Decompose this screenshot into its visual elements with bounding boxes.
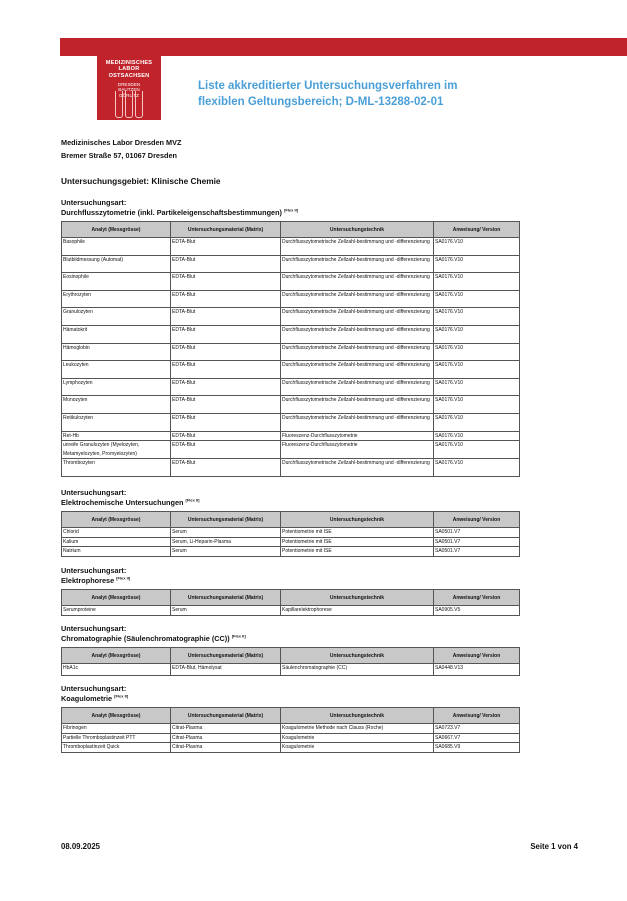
cell-technik: Durchflusszytometrische Zellzahl-bestimmung und -differenzierung bbox=[281, 343, 434, 361]
logo-city-2: BAUTZEN bbox=[118, 87, 140, 93]
cell-technik: Koagulometrie bbox=[281, 743, 434, 753]
cell-matrix: EDTA-Blut bbox=[171, 273, 281, 291]
col-matrix: Untersuchungsmaterial (Matrix) bbox=[171, 222, 281, 238]
cell-anweisung: SA0176.V10 bbox=[434, 255, 520, 273]
cell-analyt: Partielle Thromboplastinzeit PTT bbox=[62, 733, 171, 743]
table-row bbox=[62, 547, 520, 557]
col-anweisung: Anweisung/ Version bbox=[434, 590, 520, 606]
cell-anweisung: SA0723.V7 bbox=[434, 724, 520, 734]
cell-matrix: Citrat-Plasma bbox=[171, 733, 281, 743]
cell-matrix: EDTA-Blut bbox=[171, 255, 281, 273]
cell-analyt: Kalium bbox=[62, 537, 171, 547]
table-row bbox=[62, 724, 520, 734]
cell-analyt: unreife Granulozyten (Myelozyten, Metamyelozyten, Promyelozyten) bbox=[62, 441, 171, 459]
cell-matrix: Citrat-Plasma bbox=[171, 743, 281, 753]
footer-date: 08.09.2025 bbox=[61, 842, 101, 851]
col-matrix: Untersuchungsmaterial (Matrix) bbox=[171, 708, 281, 724]
cell-technik: Fluoreszenz-Durchflusszytometrie bbox=[281, 431, 434, 441]
cell-analyt: Monozyten bbox=[62, 396, 171, 414]
table-row bbox=[62, 459, 520, 477]
section-label: Untersuchungsart: bbox=[61, 198, 127, 207]
cell-anweisung: SA0501.V7 bbox=[434, 547, 520, 557]
cell-matrix: EDTA-Blut bbox=[171, 290, 281, 308]
table-row bbox=[62, 308, 520, 326]
cell-anweisung: SA0685.V9 bbox=[434, 743, 520, 753]
table-chromatographie bbox=[61, 647, 520, 676]
col-technik: Untersuchungstechnik bbox=[281, 708, 434, 724]
table-row bbox=[62, 361, 520, 379]
table-row bbox=[62, 733, 520, 743]
flex-marker: [Flex II] bbox=[231, 633, 246, 639]
cell-anweisung: SA0667.V7 bbox=[434, 733, 520, 743]
cell-matrix: Serum bbox=[171, 606, 281, 616]
cell-technik: Säulenchromatographie (CC) bbox=[281, 664, 434, 676]
cell-anweisung: SA0176.V10 bbox=[434, 361, 520, 379]
cell-anweisung: SA0176.V10 bbox=[434, 431, 520, 441]
cell-matrix: EDTA-Blut bbox=[171, 396, 281, 414]
cell-technik: Durchflusszytometrische Zellzahl-bestimmung und -differenzierung bbox=[281, 325, 434, 343]
footer-page-number: Seite 1 von 4 bbox=[530, 842, 578, 851]
section-name: Elektrophorese bbox=[61, 575, 115, 585]
cell-anweisung: SA0176.V10 bbox=[434, 343, 520, 361]
table-elektrochemie bbox=[61, 511, 520, 557]
col-technik: Untersuchungstechnik bbox=[281, 222, 434, 238]
cell-technik: Kapillarelektrophorese bbox=[281, 606, 434, 616]
section-heading-elektrophorese bbox=[61, 566, 521, 585]
table-row bbox=[62, 325, 520, 343]
table-row bbox=[62, 290, 520, 308]
cell-matrix: EDTA-Blut bbox=[171, 378, 281, 396]
test-tubes-icon bbox=[114, 88, 144, 118]
cell-analyt: Erythrozyten bbox=[62, 290, 171, 308]
cell-anweisung: SA0501.V7 bbox=[434, 528, 520, 538]
cell-anweisung: SA0176.V10 bbox=[434, 378, 520, 396]
cell-matrix: EDTA-Blut bbox=[171, 441, 281, 459]
table-koagulometrie bbox=[61, 707, 520, 753]
section-heading-durchflusszytometrie bbox=[61, 198, 521, 217]
col-anweisung: Anweisung/ Version bbox=[434, 512, 520, 528]
col-analyt: Analyt (Messgrösse) bbox=[62, 512, 171, 528]
cell-analyt: Serumproteine bbox=[62, 606, 171, 616]
cell-anweisung: SA0176.V10 bbox=[434, 396, 520, 414]
table-row bbox=[62, 255, 520, 273]
cell-anweisung: SA0176.V10 bbox=[434, 325, 520, 343]
table-row bbox=[62, 343, 520, 361]
cell-matrix: EDTA-Blut bbox=[171, 343, 281, 361]
cell-analyt: Chlorid bbox=[62, 528, 171, 538]
cell-matrix: EDTA-Blut bbox=[171, 361, 281, 379]
cell-technik: Durchflusszytometrische Zellzahl-bestimmung und -differenzierung bbox=[281, 361, 434, 379]
cell-matrix: EDTA-Blut bbox=[171, 325, 281, 343]
col-analyt: Analyt (Messgrösse) bbox=[62, 708, 171, 724]
logo-line-3: OSTSACHSEN bbox=[108, 72, 150, 79]
section-name: Durchflusszytometrie (inkl. Partikeleigenschaftsbestimmungen) bbox=[61, 207, 282, 217]
cell-technik: Durchflusszytometrische Zellzahl-bestimmung und -differenzierung bbox=[281, 238, 434, 256]
table-row bbox=[62, 664, 520, 676]
cell-anweisung: SA0176.V10 bbox=[434, 308, 520, 326]
flex-marker: [Flex II] bbox=[114, 693, 129, 699]
lab-logo bbox=[97, 38, 161, 120]
cell-anweisung: SA0176.V10 bbox=[434, 238, 520, 256]
col-anweisung: Anweisung/ Version bbox=[434, 222, 520, 238]
cell-technik: Durchflusszytometrische Zellzahl-bestimmung und -differenzierung bbox=[281, 396, 434, 414]
cell-analyt: Thrombozyten bbox=[62, 459, 171, 477]
table-row bbox=[62, 537, 520, 547]
col-analyt: Analyt (Messgrösse) bbox=[62, 222, 171, 238]
cell-matrix: Serum bbox=[171, 547, 281, 557]
table-row bbox=[62, 606, 520, 616]
cell-technik: Durchflusszytometrische Zellzahl-bestimmung und -differenzierung bbox=[281, 413, 434, 431]
col-technik: Untersuchungstechnik bbox=[281, 512, 434, 528]
table-row bbox=[62, 441, 520, 459]
untersuchungsgebiet: Untersuchungsgebiet: Klinische Chemie bbox=[61, 176, 221, 186]
cell-analyt: Eosinophile bbox=[62, 273, 171, 291]
cell-anweisung: SA0176.V10 bbox=[434, 413, 520, 431]
cell-analyt: HbA1c bbox=[62, 664, 171, 676]
logo-line-2: LABOR bbox=[118, 66, 140, 73]
section-name: Koagulometrie bbox=[61, 693, 113, 703]
cell-matrix: EDTA-Blut, Hämolysat bbox=[171, 664, 281, 676]
cell-technik: Koagulometrie Methode nach Clauss (Roche) bbox=[281, 724, 434, 734]
cell-technik: Durchflusszytometrische Zellzahl-bestimmung und -differenzierung bbox=[281, 459, 434, 477]
cell-analyt: Lymphozyten bbox=[62, 378, 171, 396]
flex-marker: [Flex II] bbox=[185, 497, 200, 503]
section-heading-elektrochemie bbox=[61, 488, 521, 507]
cell-technik: Koagulometrie bbox=[281, 733, 434, 743]
cell-analyt: Retikulozyten bbox=[62, 413, 171, 431]
section-name: Elektrochemische Untersuchungen bbox=[61, 497, 184, 507]
col-analyt: Analyt (Messgrösse) bbox=[62, 590, 171, 606]
cell-analyt: Thromboplastinzeit Quick bbox=[62, 743, 171, 753]
table-row bbox=[62, 273, 520, 291]
cell-analyt: Hämatokrit bbox=[62, 325, 171, 343]
cell-anweisung: SA0501.V7 bbox=[434, 537, 520, 547]
section-heading-chromatographie bbox=[61, 624, 521, 643]
table-row bbox=[62, 743, 520, 753]
col-technik: Untersuchungstechnik bbox=[281, 648, 434, 664]
cell-anweisung: SA0905.V5 bbox=[434, 606, 520, 616]
cell-anweisung: SA0176.V10 bbox=[434, 290, 520, 308]
cell-anweisung: SA0176.V10 bbox=[434, 459, 520, 477]
lab-name: Medizinisches Labor Dresden MVZ bbox=[61, 138, 182, 147]
logo-line-1: MEDIZINISCHES bbox=[105, 60, 153, 66]
cell-technik: Durchflusszytometrische Zellzahl-bestimmung und -differenzierung bbox=[281, 308, 434, 326]
lab-address-block bbox=[61, 137, 181, 162]
cell-analyt: Blutbildmessung (Automat) bbox=[62, 255, 171, 273]
cell-matrix: EDTA-Blut bbox=[171, 431, 281, 441]
section-heading-koagulometrie bbox=[61, 684, 521, 703]
cell-analyt: Fibrinogen bbox=[62, 724, 171, 734]
cell-analyt: Leukozyten bbox=[62, 361, 171, 379]
table-row bbox=[62, 396, 520, 414]
cell-anweisung: SA0176.V10 bbox=[434, 273, 520, 291]
cell-matrix: EDTA-Blut bbox=[171, 308, 281, 326]
cell-matrix: EDTA-Blut bbox=[171, 459, 281, 477]
table-durchflusszytometrie bbox=[61, 221, 520, 477]
cell-matrix: Serum, Li-Heparin-Plasma bbox=[171, 537, 281, 547]
section-label: Untersuchungsart: bbox=[61, 488, 127, 497]
col-analyt: Analyt (Messgrösse) bbox=[62, 648, 171, 664]
cell-technik: Potentiometrie mit ISE bbox=[281, 537, 434, 547]
cell-anweisung: SA0176.V10 bbox=[434, 441, 520, 459]
cell-analyt: Basophile bbox=[62, 238, 171, 256]
table-row bbox=[62, 431, 520, 441]
cell-analyt: Hämoglobin bbox=[62, 343, 171, 361]
table-row bbox=[62, 238, 520, 256]
cell-matrix: Citrat-Plasma bbox=[171, 724, 281, 734]
flex-marker: [Flex II] bbox=[284, 207, 299, 213]
section-name: Chromatographie (Säulenchromatographie (CC)) bbox=[61, 633, 230, 643]
title-line-2: flexiblen Geltungsbereich; D-ML-13288-02-01 bbox=[198, 95, 444, 108]
logo-city-1: DRESDEN bbox=[117, 82, 141, 88]
col-technik: Untersuchungstechnik bbox=[281, 590, 434, 606]
flex-marker: [Flex II] bbox=[116, 575, 131, 581]
cell-technik: Potentiometrie mit ISE bbox=[281, 528, 434, 538]
cell-technik: Potentiometrie mit ISE bbox=[281, 547, 434, 557]
document-title bbox=[198, 79, 498, 110]
logo-city-3: GÖRLITZ bbox=[119, 92, 139, 98]
cell-analyt: Ret-Hb bbox=[62, 431, 171, 441]
cell-analyt: Natrium bbox=[62, 547, 171, 557]
cell-matrix: EDTA-Blut bbox=[171, 413, 281, 431]
table-elektrophorese bbox=[61, 589, 520, 616]
cell-anweisung: SA0448.V13 bbox=[434, 664, 520, 676]
col-matrix: Untersuchungsmaterial (Matrix) bbox=[171, 512, 281, 528]
col-anweisung: Anweisung/ Version bbox=[434, 708, 520, 724]
lab-address: Bremer Straße 57, 01067 Dresden bbox=[61, 150, 178, 160]
section-label: Untersuchungsart: bbox=[61, 566, 127, 575]
cell-technik: Durchflusszytometrische Zellzahl-bestimmung und -differenzierung bbox=[281, 378, 434, 396]
cell-analyt: Granulozyten bbox=[62, 308, 171, 326]
table-row bbox=[62, 528, 520, 538]
col-matrix: Untersuchungsmaterial (Matrix) bbox=[171, 590, 281, 606]
col-matrix: Untersuchungsmaterial (Matrix) bbox=[171, 648, 281, 664]
cell-technik: Fluoreszenz-Durchflusszytometrie bbox=[281, 441, 434, 459]
cell-technik: Durchflusszytometrische Zellzahl-bestimmung und -differenzierung bbox=[281, 255, 434, 273]
cell-technik: Durchflusszytometrische Zellzahl-bestimmung und -differenzierung bbox=[281, 273, 434, 291]
cell-matrix: Serum bbox=[171, 528, 281, 538]
cell-technik: Durchflusszytometrische Zellzahl-bestimmung und -differenzierung bbox=[281, 290, 434, 308]
title-line-1: Liste akkreditierter Untersuchungsverfahren im bbox=[198, 80, 458, 92]
section-label: Untersuchungsart: bbox=[61, 624, 127, 633]
section-label: Untersuchungsart: bbox=[61, 684, 127, 693]
col-anweisung: Anweisung/ Version bbox=[434, 648, 520, 664]
table-row bbox=[62, 378, 520, 396]
table-row bbox=[62, 413, 520, 431]
cell-matrix: EDTA-Blut bbox=[171, 238, 281, 256]
